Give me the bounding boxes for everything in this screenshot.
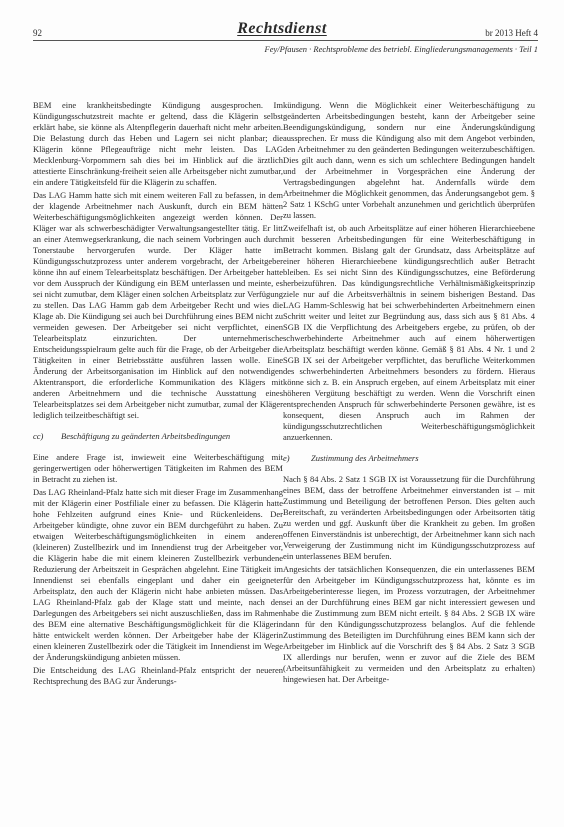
issue-label: br 2013 Heft 4 xyxy=(485,28,538,38)
header-divider xyxy=(33,40,538,41)
running-title: Fey/Pfausen · Rechtsprobleme des betriebl. Eingliederungsmanagements · Teil 1 xyxy=(264,44,538,54)
paragraph: Angesichts der tatsächlichen Konsequenzen, die ein unterlassenes BEM für den Arbeitgeber im Kündigungsschutzprozess hat, könnte es im Arbeitgeberinteresse liegen, im Prozess vorzutragen, der Arbeitnehmer sei an der Durchführung eines BEM gar nicht interessiert gewesen und habe die Zustimmung zum BEM nicht erteilt. § 84 Abs. 2 SGB IX wäre dann für den Kündigungsschutzprozess belanglos. Auf die fehlende Zustimmung des Beteiligten im Durchführung eines BEM kann sich der Arbeitgeber im Hinblick auf die Vorschrift des § 84 Abs. 2 Satz 3 SGB IX allerdings nur berufen, wenn er zuvor auf die Ziele des BEM (Arbeitsunfähigkeit zu vermeiden und den Arbeitsplatz zu erhalten) hingewiesen hat. Der Arbeitge- xyxy=(283,564,535,684)
journal-title: Rechtsdienst xyxy=(237,20,327,37)
section-heading xyxy=(33,431,283,442)
paragraph: Das LAG Hamm hatte sich mit einem weiteren Fall zu befassen, in dem der klagende Arbeitnehmer nach Auskunft, durch ein BEM hätten Weiterbeschäftigungsmöglichkeiten angezeigt werden können. Der Kläger war als schwerbeschädigter Verwaltungsangestellter tätig. Er litt an einer Atemwegserkrankung, die nach seinem Vorbringen auch durch Tonerstaube hervorgerufen wurde. Der Kläger hatte im Kündigungsschutzprozess unter anderem vorgebracht, der Arbeitgeber könne ihn auf einem Telearbeitsplatz beschäftigen. Der Arbeitgeber hatte vor dem Ausspruch der Kündigung ein BEM unterlassen und meinte, es sei nicht zumutbar, dem Kläger einen solchen Arbeitsplatz zur Verfügung zu stellen. Das LAG Hamm gab dem Arbeitgeber Recht und wies die Klage ab. Die Kündigung sei auch bei Durchführung eines BEM nicht zu vermeiden gewesen. Der Arbeitgeber sei nicht verpflichtet, einen Telearbeitsplatz einzurichten. Der unternehmerische Entscheidungsspielraum gelte auch für die Frage, ob der Arbeitgeber die Tätigkeiten in einer Betriebsstätte ausführen lassen wolle. Eine Änderung der Arbeitsorganisation im Hinblick auf den notwendigen Aktentransport, die erforderliche Kommunikation des Klägers mit anderen Arbeitnehmern und die technische Ausstattung eines Telearbeitsplatzes sei dem Arbeitgeber nicht zumutbar, zumal der Kläger lediglich teilzeitbeschäftigt sei. xyxy=(33,190,283,420)
paragraph: kündigung. Wenn die Möglichkeit einer Weiterbeschäftigung zu geänderten Arbeitsbedingungen besteht, kann der Arbeitgeber seine Beendigungskündigung, sondern nur eine Änderungskündigung aussprechen. Er muss die Kündigung also mit dem Angebot verbinden, den Arbeitnehmer zu den geänderten Bedingungen weiterzubeschäftigen. Dies gilt auch dann, wenn es sich um schlechtere Bedingungen handelt und der Arbeitnehmer in Vorgesprächen eine Änderung der Vertragsbedingungen abgelehnt hat. Andernfalls würde dem Arbeitnehmer die Möglichkeit genommen, das Änderungsangebot gem. § 2 Satz 1 KSchG unter Vorbehalt anzunehmen und gerichtlich überprüfen zu lassen. xyxy=(283,100,535,220)
section-heading xyxy=(283,453,535,464)
section-number: e) xyxy=(283,453,290,463)
paragraph: BEM eine krankheitsbedingte Kündigung ausgesprochen. Im Kündigungsschutzstreit machte er geltend, dass die Klägerin selbst erklärt habe, sie könne als Altenpflegerin dauerhaft nicht mehr arbeiten. Die Belastung durch das Heben und Lagern sei nicht planbar; die Klägerin könne Pflegeaufträge nicht mehr leisten. Das LAG Mecklenburg-Vorpommern sah dies bei im Hinblick auf die ärztlich attestierte Einschränkung-freiheit seien alle Arbeitsgeber nicht zumutbar, ein andere Tätigkeitsfeld für die Klägerin zu schaffen. xyxy=(33,100,283,187)
section-number: cc) xyxy=(33,431,44,441)
paragraph: Eine andere Frage ist, inwieweit eine Weiterbeschäftigung mit geringerwertigen oder höherwertigen Tätigkeiten im Rahmen des BEM in Betracht zu ziehen ist. xyxy=(33,452,283,484)
paragraph: Die Entscheidung des LAG Rheinland-Pfalz entspricht der neueren Rechtsprechung des BAG zur Änderungs- xyxy=(33,665,283,686)
section-title: Zustimmung des Arbeitnehmers xyxy=(311,453,419,463)
paragraph: Nach § 84 Abs. 2 Satz 1 SGB IX ist Voraussetzung für die Durchführung eines BEM, dass der betroffene Arbeitnehmer einverstanden ist – mit Zustimmung und Beteiligung der betroffenen Person. Dies gelten auch Bereitschaft, zu veränderten Arbeitsbedingungen oder Arbeitsorten tätig zu werden und ggf. Auskunft über die Krankheit zu geben. Im großen offenen Einverständnis ist unberechtigt, der Arbeitnehmer kann sich nach Verweigerung der Zustimmung nicht im Kündigungsschutzprozess auf ein unterlassenes BEM berufen. xyxy=(283,474,535,561)
section-title: Beschäftigung zu geänderten Arbeitsbedingungen xyxy=(61,431,231,441)
page-number: 92 xyxy=(33,28,42,38)
left-column xyxy=(33,100,283,689)
paragraph: Das LAG Rheinland-Pfalz hatte sich mit dieser Frage im Zusammenhang mit der Klägerin einer Postfiliale einer zu befassen. Die Klägerin hatte hohe Fehlzeiten aufgrund eines Knie- und Rückenleidens. Der Arbeitgeber kündigte, ohne zuvor ein BEM durchgeführt zu haben. Zu etwaigen Weiterbeschäftigungsmöglichkeiten in einem anderen (kleineren) Zustellbezirk und im Innendienst trug der Arbeitgeber vor, die Klägerin habe die mit einem kleineren Zustellbezirk verbundene Reduzierung der Arbeitszeit in Gesprächen abgelehnt. Eine Tätigkeit im Innendienst sei ebenfalls eingeplant und daher ein geeigneter Arbeitsplatz, den auch der Klägerin nicht habe anbieten müssen. Das LAG Rheinland-Pfalz gab der Klage statt und meinte, nach den Darlegungen des Arbeitgebers sei nicht auszuschließen, dass im Rahmen des BEM eine alternative Beschäftigungsmöglichkeit für die Klägerin hätte entwickelt werden können. Der Arbeitgeber habe der Klägerin einen kleineren Zustellbezirk oder die Tätigkeit im Innendienst im Wege der Änderungskündigung anbieten müssen. xyxy=(33,487,283,662)
paragraph: Zweifelhaft ist, ob auch Arbeitsplätze auf einer höheren Hierarchieebene mit besseren Arbeitsbedingungen für eine Weiterbeschäftigung in Betracht kommen. Bislang galt der Grundsatz, dass Arbeitsplätze auf einer höheren Hierarchieebene kündigungsrechtlich außer Betracht bleiben. Es sei nicht Sinn des Kündigungsschutzes, eine Beförderung herbeizuführen. Das kündigungsrechtliche Verhältnismäßigkeitsprinzip ziele nur auf die Arbeitsverhältnis in seinem bisherigen Bestand. Das LAG Hamm-Schleswig hat bei schwerbehinderten Arbeitnehmern einen Schritt weiter und leitet zur Begründung aus, dass sich aus § 81 Abs. 4 SGB IX die Verpflichtung des Arbeitgebers ergebe, zu prüfen, ob der schwerbehinderte Arbeitnehmer auch auf einem höherwertigen Arbeitsplatz beschäftigt werden könne. Gemäß § 81 Abs. 4 Nr. 1 und 2 SGB IX sei der Arbeitgeber verpflichtet, das berufliche Weiterkommen des schwerbehinderten Arbeitnehmers besonders zu fördern. Hieraus könne sich z. B. ein Anspruch ergeben, auf einem Arbeitsplatz mit einer höheren Vergütung beschäftigt zu werden. Wenn die Vorschrift einen entsprechenden Anspruch für schwerbehinderte Personen gewähre, ist es konsequent, diesen Anspruch auch im Rahmen der kündigungsschutzrechtlichen Weiterbeschäftigungsmöglichkeit anzuerkennen. xyxy=(283,223,535,442)
right-column xyxy=(283,100,535,687)
